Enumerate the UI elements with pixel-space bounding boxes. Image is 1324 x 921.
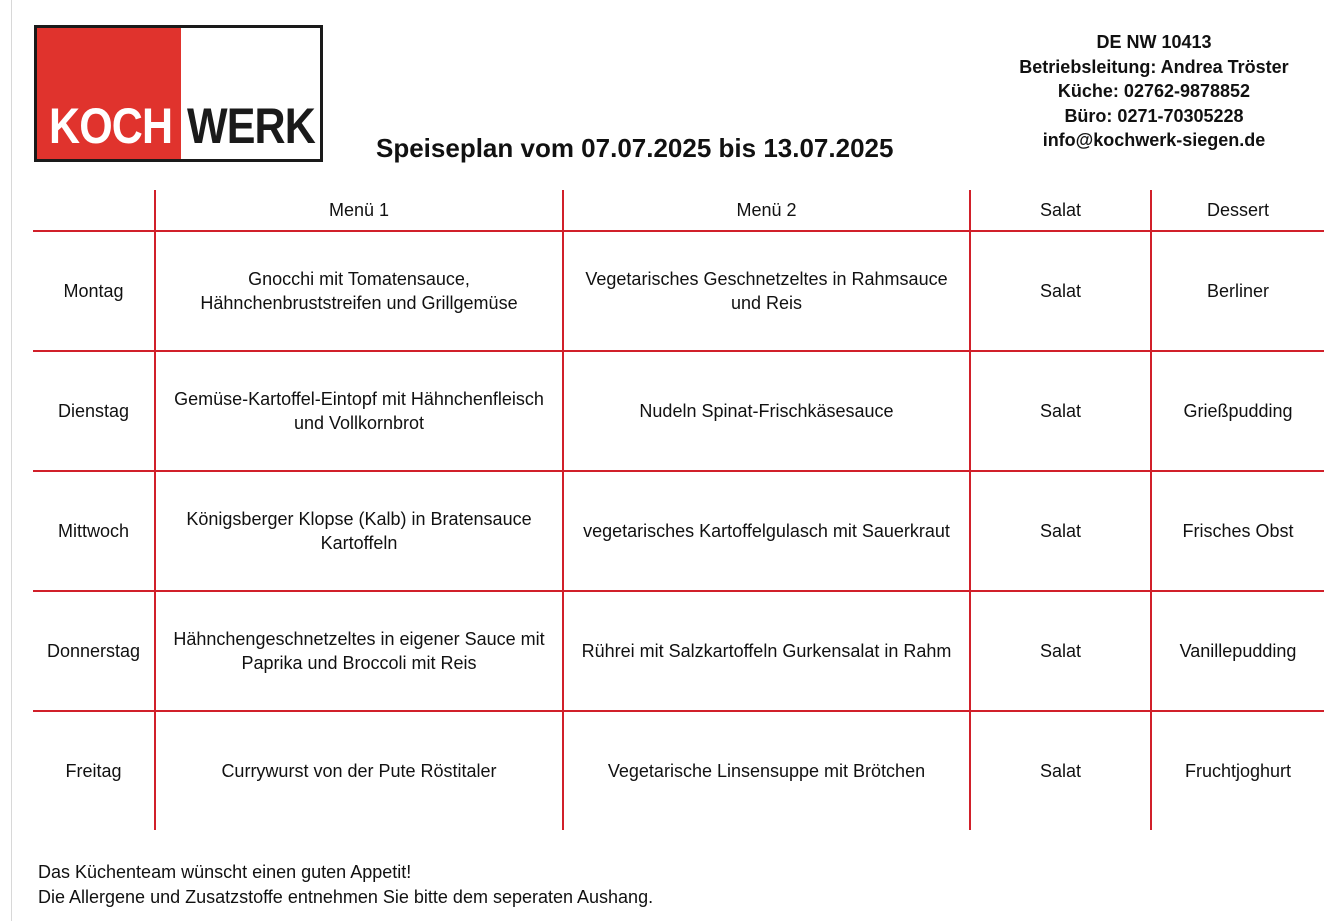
dessert-cell: Berliner xyxy=(1151,231,1324,351)
page-title: Speiseplan vom 07.07.2025 bis 13.07.2025 xyxy=(376,133,894,163)
logo-text-werk: WERK xyxy=(187,98,315,154)
kitchen-phone: Küche: 02762-9878852 xyxy=(1057,81,1251,101)
menu1-cell: Hähnchengeschnetzeltes in eigener Sauce mit Paprika und Broccoli mit Reis xyxy=(155,591,563,711)
table-row xyxy=(33,711,1324,830)
menu2-cell: Vegetarisches Geschnetzeltes in Rahmsauce und Reis xyxy=(563,231,970,351)
kochwerk-logo xyxy=(34,25,323,162)
menu1-cell: Currywurst von der Pute Röstitaler xyxy=(155,711,563,830)
table-row xyxy=(33,591,1324,711)
day-cell: Mittwoch xyxy=(33,471,155,591)
header-menu-2: Menü 2 xyxy=(563,190,970,231)
menu1-cell: Königsberger Klopse (Kalb) in Bratensauce Kartoffeln xyxy=(155,471,563,591)
header-dessert: Dessert xyxy=(1151,190,1324,231)
table-row xyxy=(33,351,1324,471)
header-day xyxy=(33,190,155,231)
day-cell: Dienstag xyxy=(33,351,155,471)
manager-line: Betriebsleitung: Andrea Tröster xyxy=(1019,56,1289,77)
table-row xyxy=(33,231,1324,351)
header-salad: Salat xyxy=(970,190,1151,231)
salad-cell: Salat xyxy=(970,351,1151,471)
salad-cell: Salat xyxy=(970,711,1151,830)
contact-email: info@kochwerk-siegen.de xyxy=(1042,130,1266,150)
menu2-cell: Nudeln Spinat-Frischkäsesauce xyxy=(563,351,970,471)
salad-cell: Salat xyxy=(970,231,1151,351)
page-edge-rule xyxy=(11,0,12,921)
day-cell: Donnerstag xyxy=(33,591,155,711)
footer-greeting: Das Küchenteam wünscht einen guten Appetit! xyxy=(38,862,412,882)
contact-block xyxy=(1000,30,1308,153)
salad-cell: Salat xyxy=(970,591,1151,711)
menu2-cell: Rührei mit Salzkartoffeln Gurkensalat in Rahm xyxy=(563,591,970,711)
office-phone: Büro: 0271-70305228 xyxy=(1064,105,1244,126)
menu2-cell: vegetarisches Kartoffelgulasch mit Sauerkraut xyxy=(563,471,970,591)
footer-notes xyxy=(38,860,653,910)
header-menu-1: Menü 1 xyxy=(155,190,563,231)
logo-text-koch: KOCH xyxy=(49,98,173,154)
dessert-cell: Vanillepudding xyxy=(1151,591,1324,711)
day-cell: Montag xyxy=(33,231,155,351)
footer-allergen-note: Die Allergene und Zusatzstoffe entnehmen Sie bitte dem seperaten Aushang. xyxy=(38,887,654,907)
salad-cell: Salat xyxy=(970,471,1151,591)
dessert-cell: Fruchtjoghurt xyxy=(1151,711,1324,830)
menu1-cell: Gnocchi mit Tomatensauce, Hähnchenbruststreifen und Grillgemüse xyxy=(155,231,563,351)
day-cell: Freitag xyxy=(65,761,122,781)
table-header-row xyxy=(33,190,1324,231)
menu-table xyxy=(33,190,1324,830)
dessert-cell: Grießpudding xyxy=(1151,351,1324,471)
dessert-cell: Frisches Obst xyxy=(1151,471,1324,591)
registration-number: DE NW 10413 xyxy=(1096,32,1212,52)
menu1-cell: Gemüse-Kartoffel-Eintopf mit Hähnchenfleisch und Vollkornbrot xyxy=(155,351,563,471)
menu2-cell: Vegetarische Linsensuppe mit Brötchen xyxy=(563,711,970,830)
table-row xyxy=(33,471,1324,591)
